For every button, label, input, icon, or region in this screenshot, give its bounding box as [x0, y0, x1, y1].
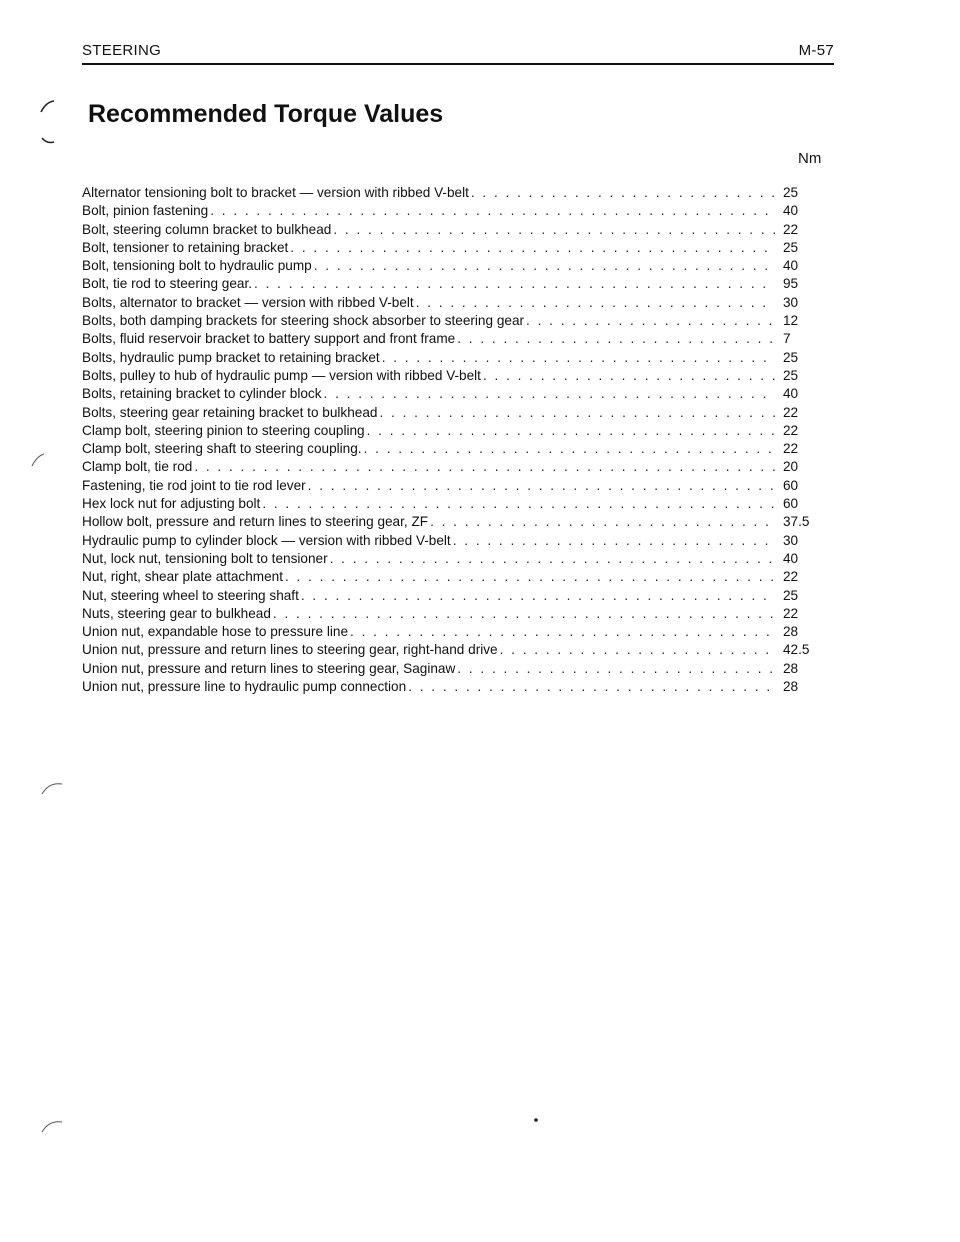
dot-leader: [333, 221, 775, 239]
torque-row-label: Bolt, tensioner to retaining bracket: [82, 239, 289, 255]
dot-leader: [350, 623, 775, 641]
torque-row-label: Bolts, retaining bracket to cylinder block: [82, 386, 322, 402]
torque-row-label: Bolts, fluid reservoir bracket to battery support and front frame: [82, 331, 456, 347]
torque-row-label: Union nut, pressure and return lines to steering gear, right-hand drive: [82, 642, 498, 658]
torque-row-value: 42.5: [783, 642, 810, 658]
dot-leader: [379, 404, 775, 422]
page-title: Recommended Torque Values: [88, 100, 444, 128]
torque-row: [82, 202, 825, 220]
dot-leader: [364, 440, 775, 458]
torque-row-label: Nut, right, shear plate attachment: [82, 569, 283, 585]
dot-leader: [526, 312, 775, 330]
dot-leader: [285, 568, 775, 586]
dot-leader: [382, 349, 775, 367]
dot-leader: [210, 202, 775, 220]
dot-leader: [416, 294, 775, 312]
torque-row: [82, 495, 825, 513]
torque-row-value: 22: [783, 441, 799, 457]
torque-row-value: 25: [783, 587, 799, 603]
dot-leader: [457, 330, 775, 348]
dot-leader: [483, 367, 775, 385]
margin-scan-mark: [40, 778, 66, 798]
torque-row-label: Union nut, pressure and return lines to steering gear, Saginaw: [82, 660, 456, 676]
torque-row-value: 22: [783, 404, 799, 420]
dot-leader: [457, 660, 775, 678]
torque-row-label: Hex lock nut for adjusting bolt: [82, 496, 261, 512]
torque-row-value: 30: [783, 294, 799, 310]
torque-row: [82, 550, 825, 568]
torque-row-label: Clamp bolt, steering pinion to steering coupling: [82, 422, 365, 438]
torque-row: [82, 422, 825, 440]
torque-row-label: Bolts, steering gear retaining bracket to bulkhead: [82, 404, 378, 420]
torque-row-value: 25: [783, 185, 799, 200]
torque-row: [82, 678, 825, 696]
torque-row-label: Bolts, hydraulic pump bracket to retaining bracket: [82, 349, 380, 365]
torque-row: [82, 239, 825, 257]
torque-row-value: 20: [783, 459, 799, 475]
dot-leader: [453, 532, 775, 550]
dot-leader: [314, 257, 775, 275]
torque-row-label: Union nut, pressure line to hydraulic pump connection: [82, 679, 407, 695]
torque-row-value: 40: [783, 258, 799, 274]
torque-row: [82, 458, 825, 476]
torque-row: [82, 221, 825, 239]
torque-row-label: Fastening, tie rod joint to tie rod lever: [82, 477, 306, 493]
dot-leader: [330, 550, 775, 568]
torque-row: [82, 184, 825, 202]
torque-row: [82, 440, 825, 458]
torque-row-value: 60: [783, 496, 799, 512]
dot-leader: [301, 587, 775, 605]
torque-row-label: Bolt, steering column bracket to bulkhead: [82, 221, 332, 237]
page-header: [82, 42, 834, 65]
dot-leader: [367, 422, 775, 440]
torque-row-value: 22: [783, 422, 799, 438]
torque-row-label: Nut, steering wheel to steering shaft: [82, 587, 299, 603]
torque-row-value: 28: [783, 660, 799, 676]
dot-leader: [262, 495, 775, 513]
torque-row: [82, 404, 825, 422]
dot-leader: [500, 641, 775, 659]
torque-row: [82, 477, 825, 495]
torque-row: [82, 257, 825, 275]
torque-row-value: 7: [783, 331, 791, 347]
torque-row-value: 40: [783, 386, 799, 402]
torque-row-value: 28: [783, 679, 799, 695]
torque-row-value: 60: [783, 477, 799, 493]
torque-row: [82, 312, 825, 330]
margin-scan-mark: [36, 98, 66, 150]
torque-row: [82, 349, 825, 367]
torque-row-value: 25: [783, 239, 799, 255]
torque-row: [82, 532, 825, 550]
torque-row: [82, 294, 825, 312]
torque-row-value: 40: [783, 550, 799, 566]
dot-leader: [254, 275, 775, 293]
torque-row: [82, 513, 825, 531]
torque-row-label: Bolts, both damping brackets for steering shock absorber to steering gear: [82, 313, 525, 329]
unit-label: Nm: [798, 150, 822, 167]
torque-row: [82, 330, 825, 348]
torque-row: [82, 623, 825, 641]
speck-mark: [532, 1116, 540, 1124]
dot-leader: [290, 239, 775, 257]
page-number: M-57: [798, 42, 834, 59]
torque-row-label: Clamp bolt, tie rod: [82, 459, 193, 475]
dot-leader: [324, 385, 775, 403]
torque-row-value: 25: [783, 349, 799, 365]
torque-row-value: 22: [783, 569, 799, 585]
torque-row-value: 12: [783, 313, 799, 329]
torque-row-value: 25: [783, 367, 799, 383]
torque-row-label: Nut, lock nut, tensioning bolt to tensioner: [82, 550, 328, 566]
torque-row-value: 95: [783, 276, 799, 292]
dot-leader: [471, 184, 775, 202]
torque-row: [82, 385, 825, 403]
torque-row: [82, 605, 825, 623]
torque-row-value: 40: [783, 203, 799, 219]
torque-table: [82, 184, 825, 696]
torque-row-label: Clamp bolt, steering shaft to steering coupling.: [82, 441, 362, 457]
torque-row-label: Nuts, steering gear to bulkhead: [82, 605, 271, 621]
torque-row-label: Bolt, tie rod to steering gear.: [82, 276, 253, 292]
torque-row-value: 22: [783, 605, 799, 621]
torque-row-label: Alternator tensioning bolt to bracket — version with ribbed V-belt: [82, 185, 469, 200]
torque-row-label: Bolts, pulley to hub of hydraulic pump — version with ribbed V-belt: [82, 367, 481, 383]
torque-row-value: 22: [783, 221, 799, 237]
torque-row: [82, 568, 825, 586]
dot-leader: [408, 678, 775, 696]
torque-row-label: Bolt, pinion fastening: [82, 203, 209, 219]
torque-row-label: Hydraulic pump to cylinder block — version with ribbed V-belt: [82, 532, 451, 548]
dot-leader: [308, 477, 775, 495]
torque-row-label: Bolts, alternator to bracket — version with ribbed V-belt: [82, 294, 414, 310]
margin-scan-mark: [40, 1116, 66, 1136]
dot-leader: [430, 513, 775, 531]
torque-row: [82, 587, 825, 605]
section-name: STEERING: [82, 42, 162, 59]
torque-row: [82, 641, 825, 659]
dot-leader: [273, 605, 775, 623]
torque-row-label: Union nut, expandable hose to pressure line: [82, 624, 349, 640]
torque-row: [82, 660, 825, 678]
dot-leader: [194, 458, 775, 476]
torque-row-label: Bolt, tensioning bolt to hydraulic pump: [82, 258, 312, 274]
torque-row-value: 30: [783, 532, 799, 548]
torque-row-value: 28: [783, 624, 799, 640]
torque-row: [82, 367, 825, 385]
margin-scan-mark: [30, 452, 50, 468]
torque-row: [82, 275, 825, 293]
torque-row-label: Hollow bolt, pressure and return lines to steering gear, ZF: [82, 514, 429, 530]
torque-row-value: 37.5: [783, 514, 810, 530]
